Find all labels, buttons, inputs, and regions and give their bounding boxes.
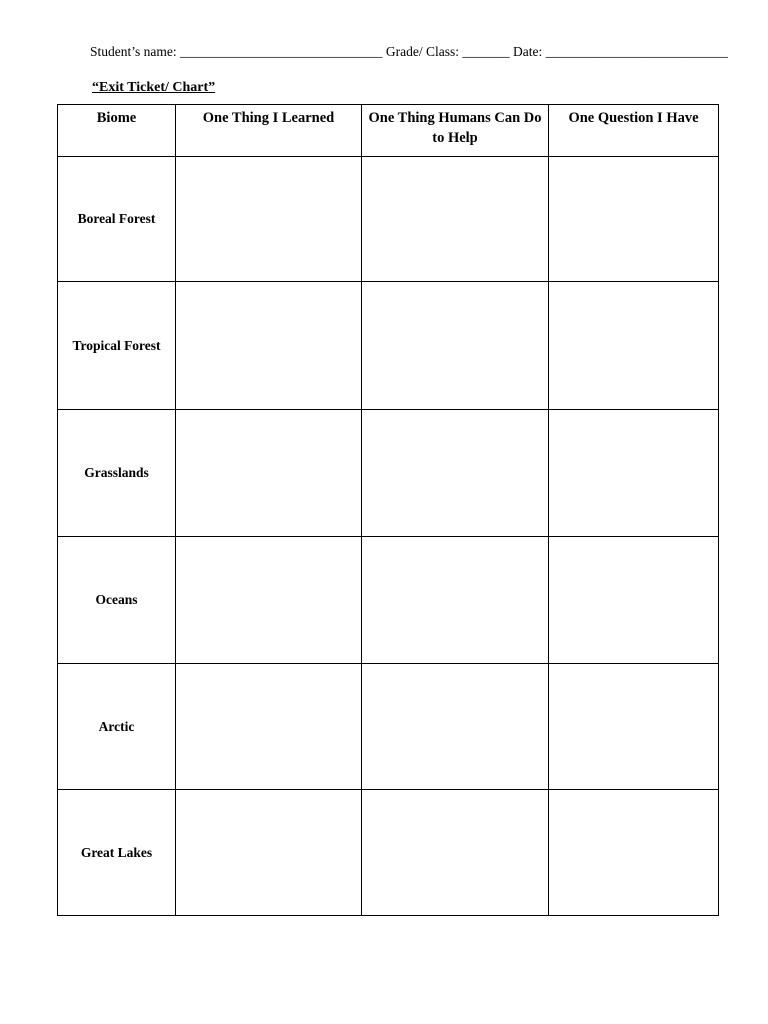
biome-name-cell: Boreal Forest [58,157,176,282]
column-header-biome: Biome [58,105,176,157]
question-cell[interactable] [549,157,719,282]
student-name-label: Student’s name: [90,44,177,59]
question-cell[interactable] [549,664,719,790]
question-cell[interactable] [549,790,719,916]
table-row [58,410,719,537]
table-header-row [58,105,719,157]
table-row [58,157,719,282]
help-cell[interactable] [362,157,549,282]
biome-name-cell: Oceans [58,537,176,664]
help-cell[interactable] [362,410,549,537]
biome-name-cell: Grasslands [58,410,176,537]
help-cell[interactable] [362,664,549,790]
exit-ticket-table [57,104,719,916]
column-header-question: One Question I Have [549,105,719,157]
table-row [58,664,719,790]
table-row [58,282,719,410]
biome-name-cell: Arctic [58,664,176,790]
grade-class-field[interactable]: _______ [462,44,510,59]
column-header-learned: One Thing I Learned [176,105,362,157]
learned-cell[interactable] [176,282,362,410]
help-cell[interactable] [362,790,549,916]
column-header-help: One Thing Humans Can Do to Help [362,105,549,157]
question-cell[interactable] [549,410,719,537]
learned-cell[interactable] [176,790,362,916]
help-cell[interactable] [362,282,549,410]
learned-cell[interactable] [176,664,362,790]
learned-cell[interactable] [176,537,362,664]
student-info-line [90,44,728,60]
help-cell[interactable] [362,537,549,664]
student-name-field[interactable]: ______________________________ [180,44,383,59]
date-field[interactable]: ___________________________ [545,44,728,59]
question-cell[interactable] [549,282,719,410]
table-row [58,537,719,664]
biome-name-cell: Great Lakes [58,790,176,916]
learned-cell[interactable] [176,157,362,282]
worksheet-title: “Exit Ticket/ Chart” [92,80,216,95]
date-label: Date: [513,44,543,59]
learned-cell[interactable] [176,410,362,537]
question-cell[interactable] [549,537,719,664]
grade-class-label: Grade/ Class: [385,44,459,59]
table-row [58,790,719,916]
biome-name-cell: Tropical Forest [58,282,176,410]
